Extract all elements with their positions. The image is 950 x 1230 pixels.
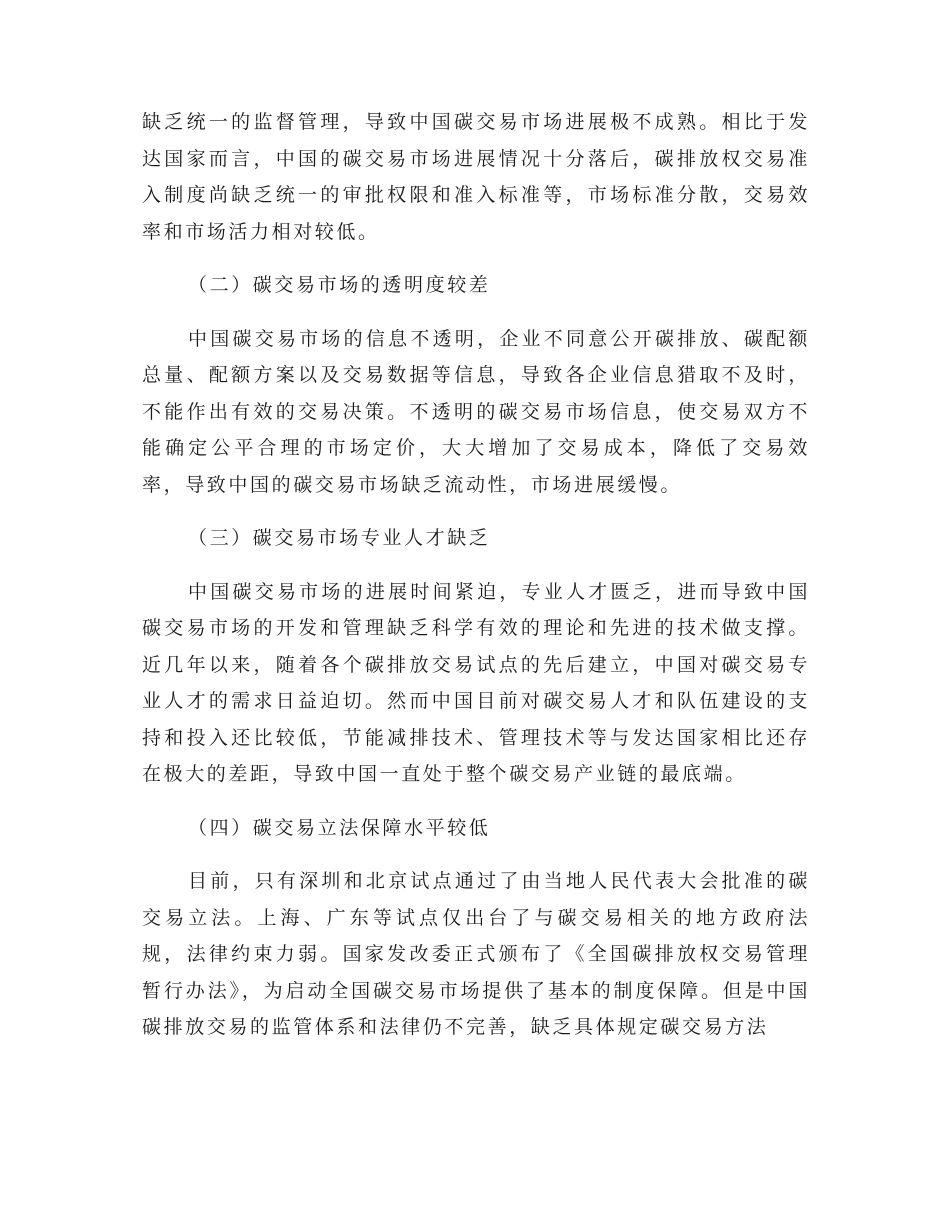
section-heading-3: （三）碳交易市场专业人才缺乏 [188, 527, 491, 549]
section-heading-2: （二）碳交易市场的透明度较差 [188, 274, 491, 296]
paragraph-continued: 缺乏统一的监督管理，导致中国碳交易市场进展极不成熟。相比于发达国家而言，中国的碳交易市场进展情况十分落后，碳排放权交易准入制度尚缺乏统一的审批权限和准入标准等，市场标准分散，交易效率和市场活力相对较低。 [142, 111, 810, 243]
document-body [142, 104, 810, 1063]
paragraph-talent: 中国碳交易市场的进展时间紧迫，专业人才匮乏，进而导致中国碳交易市场的开发和管理缺乏科学有效的理论和先进的技术做支撑。近几年以来，随着各个碳排放交易试点的先后建立，中国对碳交易专业人才的需求日益迫切。然而中国目前对碳交易人才和队伍建设的支持和投入还比较低，节能减排技术、管理技术等与发达国家相比还存在极大的差距，导致中国一直处于整个碳交易产业链的最底端。 [142, 580, 810, 785]
section-heading-4: （四）碳交易立法保障水平较低 [188, 816, 491, 839]
paragraph-legislation: 目前，只有深圳和北京试点通过了由当地人民代表大会批准的碳交易立法。上海、广东等试点仅出台了与碳交易相关的地方政府法规，法律约束力弱。国家发改委正式颁布了《全国碳排放权交易管理暂行办法》，为启动全国碳交易市场提供了基本的制度保障。但是中国碳排放交易的监管体系和法律仍不完善，缺乏具体规定碳交易方法 [142, 870, 810, 1038]
paragraph-transparency: 中国碳交易市场的信息不透明，企业不同意公开碳排放、碳配额总量、配额方案以及交易数据等信息，导致各企业信息猎取不及时，不能作出有效的交易决策。不透明的碳交易市场信息，使交易双方不能确定公平合理的市场定价，大大增加了交易成本，降低了交易效率，导致中国的碳交易市场缺乏流动性，市场进展缓慢。 [142, 327, 810, 496]
